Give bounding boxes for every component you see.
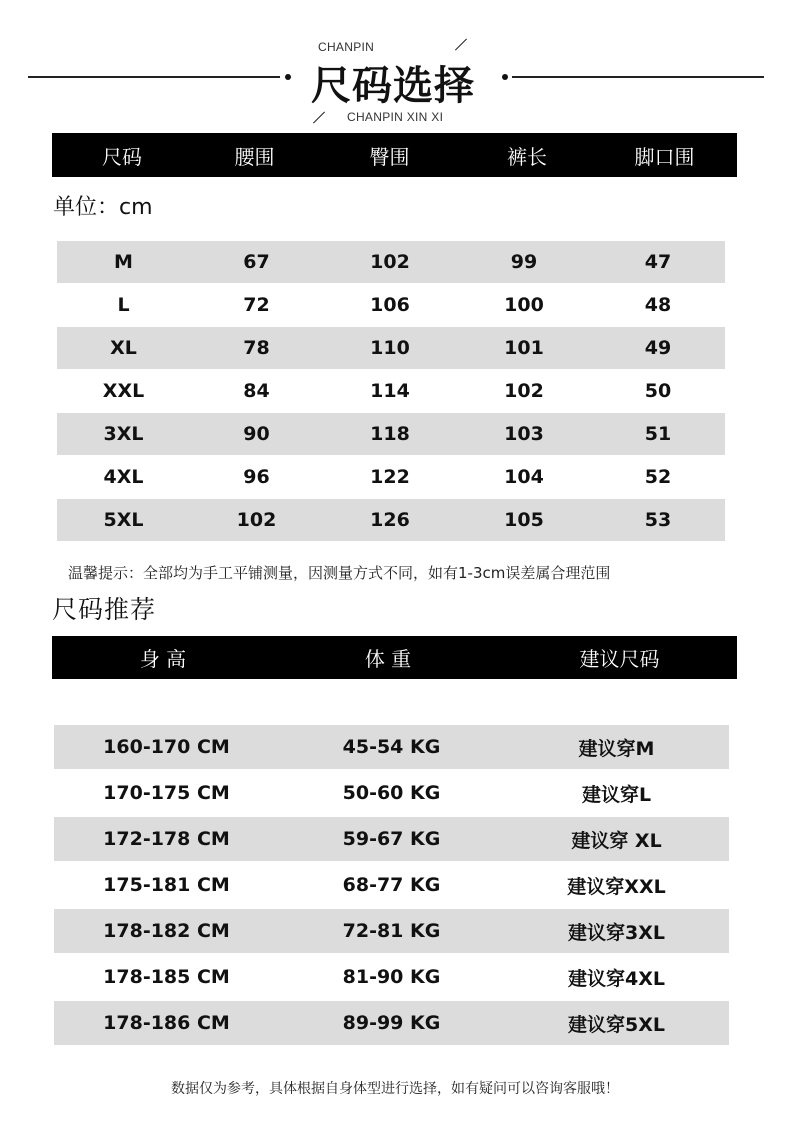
size-cell: 3XL	[103, 423, 144, 445]
hip-cell: 122	[370, 466, 410, 488]
table-row	[54, 771, 729, 815]
recommend-header-weight: 体 重	[364, 647, 412, 671]
weight-cell: 45-54 KG	[342, 736, 441, 758]
hip-cell: 106	[370, 294, 410, 316]
header-line-right	[512, 76, 764, 78]
size-cell: 4XL	[103, 466, 144, 488]
size-header-size: 尺码	[102, 144, 142, 169]
waist-cell: 78	[243, 337, 270, 359]
unit-label: 单位：cm	[53, 195, 153, 220]
size-cell: XXL	[102, 380, 145, 402]
page-title: 尺码选择	[311, 63, 475, 109]
header-slash-left	[313, 111, 325, 123]
weight-cell: 50-60 KG	[342, 782, 441, 804]
table-row	[57, 499, 725, 541]
size-header-waist: 腰围	[234, 144, 275, 169]
table-row	[54, 863, 729, 907]
recommend-header-height: 身 高	[139, 647, 187, 671]
header-line-left	[28, 76, 280, 78]
suggest-cell: 建议穿3XL	[568, 921, 665, 944]
hem-cell: 48	[644, 294, 672, 316]
header-dot-right	[502, 74, 508, 80]
recommend-table-header	[52, 636, 737, 679]
table-row	[54, 817, 729, 861]
table-row	[57, 327, 725, 369]
height-cell: 178-182 CM	[103, 920, 230, 942]
height-cell: 175-181 CM	[103, 874, 230, 896]
table-row	[57, 413, 725, 455]
length-cell: 102	[504, 380, 544, 402]
hip-cell: 118	[370, 423, 410, 445]
hem-cell: 47	[644, 251, 672, 273]
waist-cell: 90	[243, 423, 270, 445]
hem-cell: 53	[644, 509, 672, 531]
weight-cell: 81-90 KG	[342, 966, 441, 988]
recommend-table-body	[54, 725, 729, 1045]
table-row	[57, 456, 725, 498]
weight-cell: 89-99 KG	[342, 1012, 441, 1034]
waist-cell: 102	[236, 509, 277, 531]
height-cell: 170-175 CM	[103, 782, 230, 804]
height-cell: 172-178 CM	[103, 828, 230, 850]
suggest-cell: 建议穿 XL	[571, 829, 662, 852]
waist-cell: 67	[243, 251, 270, 273]
table-row	[54, 909, 729, 953]
recommend-title: 尺码推荐	[52, 595, 157, 624]
size-cell: M	[114, 251, 133, 273]
size-table-header	[52, 133, 737, 177]
size-cell: 5XL	[103, 509, 144, 531]
suggest-cell: 建议穿XXL	[567, 875, 666, 898]
hip-cell: 126	[370, 509, 410, 531]
weight-cell: 68-77 KG	[342, 874, 441, 896]
length-cell: 99	[510, 251, 538, 273]
suggest-cell: 建议穿L	[581, 783, 652, 806]
length-cell: 101	[504, 337, 544, 359]
length-cell: 104	[504, 466, 544, 488]
table-row	[54, 955, 729, 999]
size-table-body	[57, 241, 725, 541]
length-cell: 100	[504, 294, 544, 316]
table-row	[54, 725, 729, 769]
size-header-length: 裤长	[507, 144, 547, 169]
footer-note: 数据仅为参考，具体根据自身体型进行选择，如有疑问可以咨询客服哦！	[171, 1081, 619, 1097]
header-bottom-caption: CHANPIN XIN XI	[347, 110, 444, 124]
suggest-cell: 建议穿4XL	[568, 967, 665, 990]
size-cell: XL	[110, 337, 137, 359]
header-top-caption: CHANPIN	[318, 40, 375, 54]
measurement-note: 温馨提示：全部均为手工平铺测量，因测量方式不同，如有1-3cm误差属合理范围	[68, 564, 611, 582]
waist-cell: 72	[243, 294, 270, 316]
size-header-hip: 臀围	[369, 144, 410, 169]
table-row	[57, 241, 725, 283]
hem-cell: 51	[644, 423, 672, 445]
table-row	[57, 284, 725, 326]
hip-cell: 102	[370, 251, 410, 273]
size-cell: L	[117, 294, 130, 316]
header-dot-left	[285, 74, 291, 80]
recommend-header-size: 建议尺码	[579, 647, 660, 671]
header-slash-right	[455, 38, 467, 50]
height-cell: 160-170 CM	[103, 736, 230, 758]
hem-cell: 52	[644, 466, 672, 488]
height-cell: 178-186 CM	[103, 1012, 230, 1034]
weight-cell: 72-81 KG	[342, 920, 441, 942]
hip-cell: 110	[370, 337, 410, 359]
waist-cell: 84	[243, 380, 270, 402]
waist-cell: 96	[243, 466, 270, 488]
suggest-cell: 建议穿5XL	[568, 1013, 665, 1036]
table-row	[57, 370, 725, 412]
table-row	[54, 1001, 729, 1045]
height-cell: 178-185 CM	[103, 966, 230, 988]
hip-cell: 114	[370, 380, 410, 402]
size-header-hem: 脚口围	[634, 144, 695, 169]
hem-cell: 49	[644, 337, 672, 359]
length-cell: 105	[504, 509, 544, 531]
weight-cell: 59-67 KG	[342, 828, 441, 850]
length-cell: 103	[504, 423, 544, 445]
hem-cell: 50	[644, 380, 672, 402]
suggest-cell: 建议穿M	[578, 737, 655, 760]
